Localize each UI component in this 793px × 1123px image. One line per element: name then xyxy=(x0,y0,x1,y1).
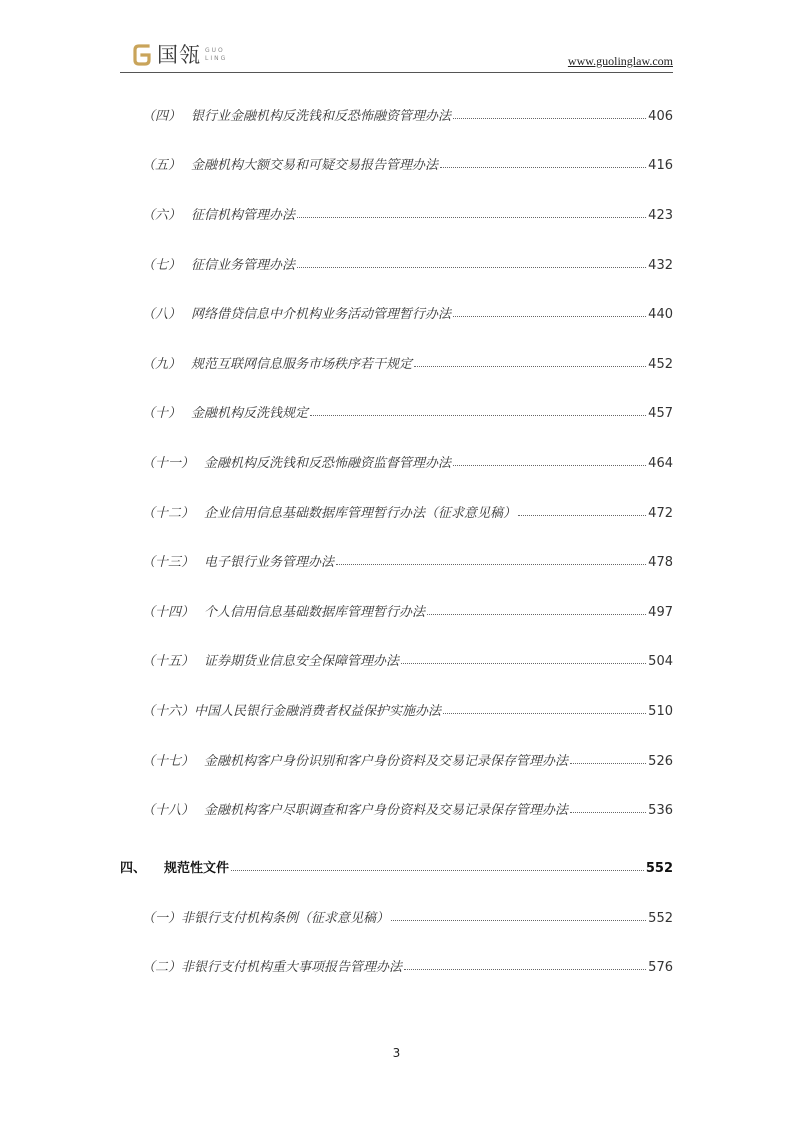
toc-entry-page: 526 xyxy=(648,754,673,769)
toc-entry-title: 网络借贷信息中介机构业务活动管理暂行办法 xyxy=(191,307,452,322)
toc-entry-title: 个人信用信息基础数据库管理暂行办法 xyxy=(204,605,426,620)
toc-entry-number: （十一） xyxy=(142,456,195,471)
toc-entry-title: 征信业务管理办法 xyxy=(191,258,296,273)
toc-entry-page: 464 xyxy=(648,456,673,471)
toc-entry[interactable] xyxy=(142,156,673,176)
logo-text: 国瓴 xyxy=(157,43,201,67)
toc-entry-label xyxy=(142,256,295,276)
toc-entry-page: 416 xyxy=(648,158,673,173)
guoling-logo-icon xyxy=(132,42,152,68)
toc-entry[interactable] xyxy=(142,206,673,226)
toc-entry-title: 金融机构反洗钱和反恐怖融资监督管理办法 xyxy=(204,456,452,471)
logo-sub-line2: LING xyxy=(205,55,228,62)
toc-entry-number: （十二） xyxy=(142,506,195,521)
toc-entry-page: 472 xyxy=(648,506,673,521)
toc-entry-title: 征信机构管理办法 xyxy=(191,208,296,223)
toc-entry-number: （二） xyxy=(142,960,182,975)
toc-entry-number: 四、 xyxy=(120,861,147,876)
toc-entry[interactable] xyxy=(142,404,673,424)
toc-entry[interactable] xyxy=(142,454,673,474)
toc-entry-title: 金融机构反洗钱规定 xyxy=(191,406,309,421)
toc-entry-number: （一） xyxy=(142,911,182,926)
toc-entry-page: 440 xyxy=(648,307,673,322)
guoling-logo xyxy=(132,42,227,68)
toc-leader-dots xyxy=(404,958,646,970)
toc-entry-title: 银行业金融机构反洗钱和反恐怖融资管理办法 xyxy=(191,109,452,124)
toc-leader-dots xyxy=(297,256,646,268)
toc-entry-label xyxy=(142,355,412,375)
toc-entry[interactable] xyxy=(142,553,673,573)
toc-section-entry[interactable] xyxy=(120,859,673,879)
toc-entry-label xyxy=(142,958,402,978)
toc-entry[interactable] xyxy=(142,752,673,772)
toc-entry-number: （十） xyxy=(142,406,182,421)
toc-entry-number: （五） xyxy=(142,158,182,173)
toc-entry[interactable] xyxy=(142,958,673,978)
toc-leader-dots xyxy=(336,553,646,565)
toc-entry-label xyxy=(120,859,229,879)
toc-entry[interactable] xyxy=(142,305,673,325)
toc-entry-title: 非银行支付机构重大事项报告管理办法 xyxy=(181,960,403,975)
toc-entry-label xyxy=(142,652,399,672)
toc-entry[interactable] xyxy=(142,801,673,821)
toc-leader-dots xyxy=(570,752,646,764)
toc-leader-dots xyxy=(570,801,646,813)
toc-entry-label xyxy=(142,206,295,226)
toc-entry-page: 432 xyxy=(648,258,673,273)
page-header xyxy=(120,38,673,73)
toc-leader-dots xyxy=(453,107,646,119)
toc-entry[interactable] xyxy=(142,107,673,127)
toc-entry-number: （十三） xyxy=(142,555,195,570)
toc-entry-number: （七） xyxy=(142,258,182,273)
toc-entry-page: 452 xyxy=(648,357,673,372)
toc-entry-title: 企业信用信息基础数据库管理暂行办法（征求意见稿） xyxy=(204,506,517,521)
toc-entry-label xyxy=(142,404,308,424)
toc-leader-dots xyxy=(518,504,646,516)
toc-entry-label xyxy=(142,702,441,722)
toc-entry-page: 406 xyxy=(648,109,673,124)
toc-entry-label xyxy=(142,107,451,127)
toc-entry-label xyxy=(142,504,516,524)
toc-leader-dots xyxy=(440,156,646,168)
logo-sub-line1: GUO xyxy=(205,47,225,54)
toc-entry-label xyxy=(142,305,451,325)
toc-entry-number: （九） xyxy=(142,357,182,372)
toc-entry-page: 552 xyxy=(645,861,673,876)
toc-entry-label xyxy=(142,909,389,929)
toc-entry-title: 金融机构客户身份识别和客户身份资料及交易记录保存管理办法 xyxy=(204,754,569,769)
toc-leader-dots xyxy=(297,206,646,218)
toc-leader-dots xyxy=(443,702,646,714)
toc-entry-label xyxy=(142,553,334,573)
toc-entry-number: （十四） xyxy=(142,605,195,620)
toc-entry-title: 金融机构大额交易和可疑交易报告管理办法 xyxy=(191,158,439,173)
toc-entry-number: （八） xyxy=(142,307,182,322)
toc-entry-label xyxy=(142,603,425,623)
website-link[interactable]: www.guolinglaw.com xyxy=(567,54,673,68)
toc-entry-number: （十五） xyxy=(142,654,195,669)
toc-leader-dots xyxy=(453,454,646,466)
toc-entry-page: 457 xyxy=(648,406,673,421)
page-number: 3 xyxy=(392,1046,401,1060)
toc-entry[interactable] xyxy=(142,909,673,929)
toc-entry-title: 规范互联网信息服务市场秩序若干规定 xyxy=(191,357,413,372)
toc-leader-dots xyxy=(453,305,646,317)
toc-entry-label xyxy=(142,156,438,176)
toc-entry[interactable] xyxy=(142,355,673,375)
toc-entry-label xyxy=(142,801,568,821)
toc-entry[interactable] xyxy=(142,256,673,276)
toc-entry-page: 423 xyxy=(648,208,673,223)
toc-entry[interactable] xyxy=(142,603,673,623)
toc-entry[interactable] xyxy=(142,652,673,672)
toc-entry-title: 规范性文件 xyxy=(164,861,230,876)
toc-entry-number: （十七） xyxy=(142,754,195,769)
toc-leader-dots xyxy=(391,909,646,921)
toc-leader-dots xyxy=(310,404,646,416)
toc-entry-number: （六） xyxy=(142,208,182,223)
logo-subtext xyxy=(205,47,227,63)
toc-entry-title: 电子银行业务管理办法 xyxy=(204,555,335,570)
toc-leader-dots xyxy=(231,859,644,871)
toc-entry-number: （四） xyxy=(142,109,182,124)
toc-entry[interactable] xyxy=(142,702,673,722)
toc-entry-number: （十六） xyxy=(142,704,195,719)
toc-entry-page: 510 xyxy=(648,704,673,719)
toc-entry-title: 金融机构客户尽职调查和客户身份资料及交易记录保存管理办法 xyxy=(204,803,569,818)
toc-leader-dots xyxy=(414,355,646,367)
toc-entry[interactable] xyxy=(142,504,673,524)
toc-entry-page: 536 xyxy=(648,803,673,818)
toc-entry-page: 504 xyxy=(648,654,673,669)
toc-entry-label xyxy=(142,752,568,772)
toc-entry-page: 497 xyxy=(648,605,673,620)
toc-entry-title: 中国人民银行金融消费者权益保护实施办法 xyxy=(194,704,442,719)
toc-leader-dots xyxy=(401,652,646,664)
toc-entry-page: 576 xyxy=(648,960,673,975)
toc-entry-title: 非银行支付机构条例（征求意见稿） xyxy=(181,911,390,926)
toc-entry-page: 478 xyxy=(648,555,673,570)
toc-leader-dots xyxy=(427,603,646,615)
toc-entry-page: 552 xyxy=(648,911,673,926)
toc-entry-number: （十八） xyxy=(142,803,195,818)
toc-entry-label xyxy=(142,454,451,474)
toc-entry-title: 证券期货业信息安全保障管理办法 xyxy=(204,654,400,669)
